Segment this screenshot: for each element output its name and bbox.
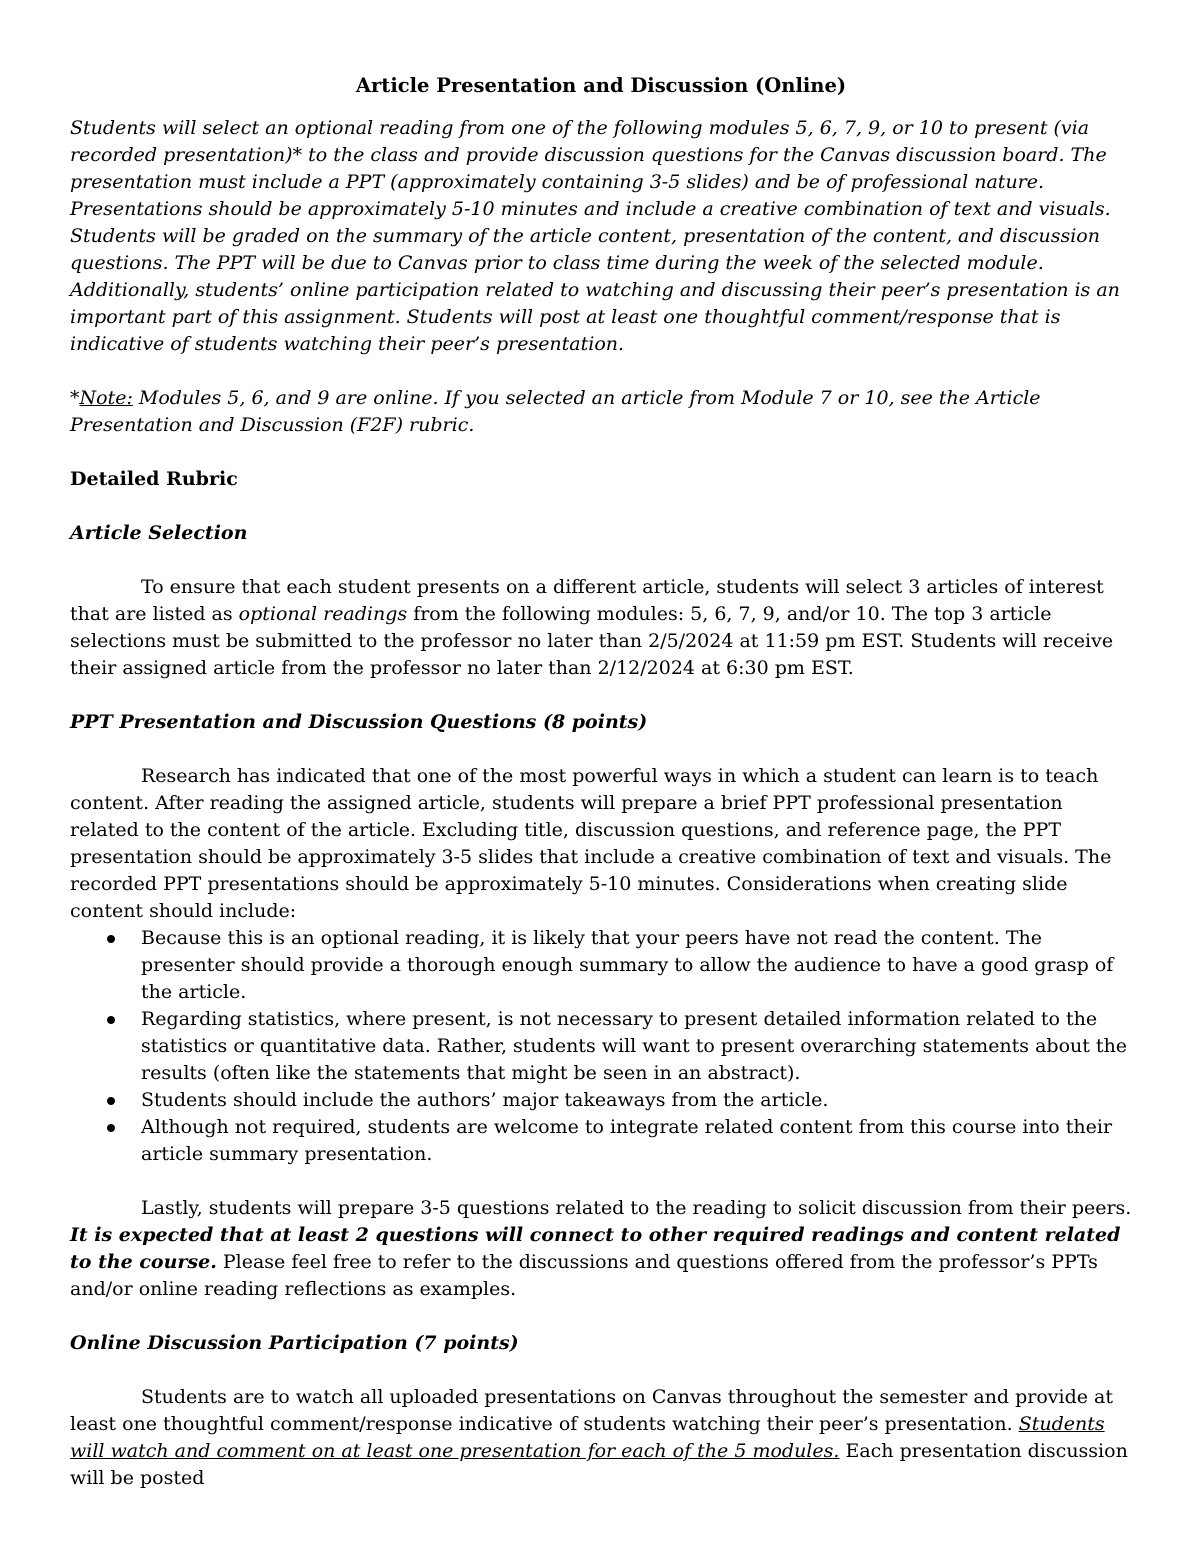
list-item: Students should include the authors’ major takeaways from the article.	[70, 1087, 1132, 1114]
spacer	[70, 736, 1132, 763]
lastly-paragraph	[70, 1195, 1132, 1303]
note-label: Note:	[79, 387, 133, 409]
article-selection-heading: Article Selection	[70, 522, 248, 544]
spacer	[70, 1303, 1132, 1330]
optional-readings-phrase: optional readings	[238, 603, 408, 625]
lastly-text-before: Lastly, students will prepare 3-5 questions related to the reading to solicit discussion from their peers.	[141, 1197, 1132, 1219]
ppt-section-heading: PPT Presentation and Discussion Questions (8 points)	[70, 711, 648, 733]
online-section-heading: Online Discussion Participation (7 points)	[70, 1332, 519, 1354]
list-item: Because this is an optional reading, it is likely that your peers have not read the content. The presenter should provide a thorough enough summary to allow the audience to have a good grasp of the article.	[70, 925, 1132, 1006]
spacer	[70, 1357, 1132, 1384]
spacer	[70, 682, 1132, 709]
spacer	[70, 547, 1132, 574]
spacer	[70, 1168, 1132, 1195]
article-selection-text-before: To ensure that each student presents on a different article, students will select 3 articles of interest that are listed as	[70, 576, 1104, 625]
intro-paragraph: Students will select an optional reading from one of the following modules 5, 6, 7, 9, or 10 to present (via recorded presentation)* to the class and provide discussion questions for the Canvas discussion board. The presentation must include a PPT (approximately containing 3-5 slides) and be of professional nature. Presentations should be approximately 5-10 minutes and include a creative combination of text and visuals. Students will be graded on the summary of the article content, presentation of the content, and discussion questions. The PPT will be due to Canvas prior to class time during the week of the selected module. Additionally, students’ online participation related to watching and discussing their peer’s presentation is an important part of this assignment. Students will post at least one thoughtful comment/response that is indicative of students watching their peer’s presentation.	[70, 117, 1120, 355]
considerations-list	[70, 925, 1132, 1168]
article-selection-paragraph	[70, 574, 1132, 682]
note-star: *	[70, 387, 80, 409]
online-section-paragraph	[70, 1384, 1132, 1492]
list-item: Regarding statistics, where present, is not necessary to present detailed information related to the statistics or quantitative data. Rather, students will want to present overarching statements about the results (often like the statements that might be seen in an abstract).	[70, 1006, 1132, 1087]
online-text-after: Each presentation discussion will be posted	[70, 1440, 1128, 1489]
ppt-section-paragraph: Research has indicated that one of the most powerful ways in which a student can learn is to teach content. After reading the assigned article, students will prepare a brief PPT professional presentation related to the content of the article. Excluding title, discussion questions, and reference page, the PPT presentation should be approximately 3-5 slides that include a creative combination of text and visuals. The recorded PPT presentations should be approximately 5-10 minutes. Considerations when creating slide content should include:	[70, 765, 1112, 922]
document-title: Article Presentation and Discussion (Online)	[355, 74, 847, 97]
list-item: Although not required, students are welcome to integrate related content from this course into their article summary presentation.	[70, 1114, 1132, 1168]
rubric-heading: Detailed Rubric	[70, 468, 238, 490]
note-paragraph	[70, 385, 1132, 439]
spacer	[70, 439, 1132, 466]
lastly-text-after: Please feel free to refer to the discussions and questions offered from the professor’s PPTs and/or online reading reflections as examples.	[70, 1251, 1098, 1300]
online-text-before: Students are to watch all uploaded presentations on Canvas throughout the semester and provide at least one thoughtful comment/response indicative of students watching their peer’s presentation.	[70, 1386, 1114, 1435]
spacer	[70, 493, 1132, 520]
lastly-emphasis: It is expected that at least 2 questions will connect to other required readings and content related to the course.	[70, 1224, 1121, 1273]
online-requirement: Students will watch and comment on at least one presentation for each of the 5 modules.	[70, 1413, 1105, 1462]
spacer	[70, 358, 1132, 385]
document-content	[70, 72, 1132, 1492]
note-text: Modules 5, 6, and 9 are online. If you selected an article from Module 7 or 10, see the Article Presentation and Discussion (F2F) rubric.	[70, 387, 1041, 436]
article-selection-text-after: from the following modules: 5, 6, 7, 9, and/or 10. The top 3 article selections must be submitted to the professor no later than 2/5/2024 at 11:59 pm EST. Students will receive their assigned article from the professor no later than 2/12/2024 at 6:30 pm EST.	[70, 603, 1114, 679]
